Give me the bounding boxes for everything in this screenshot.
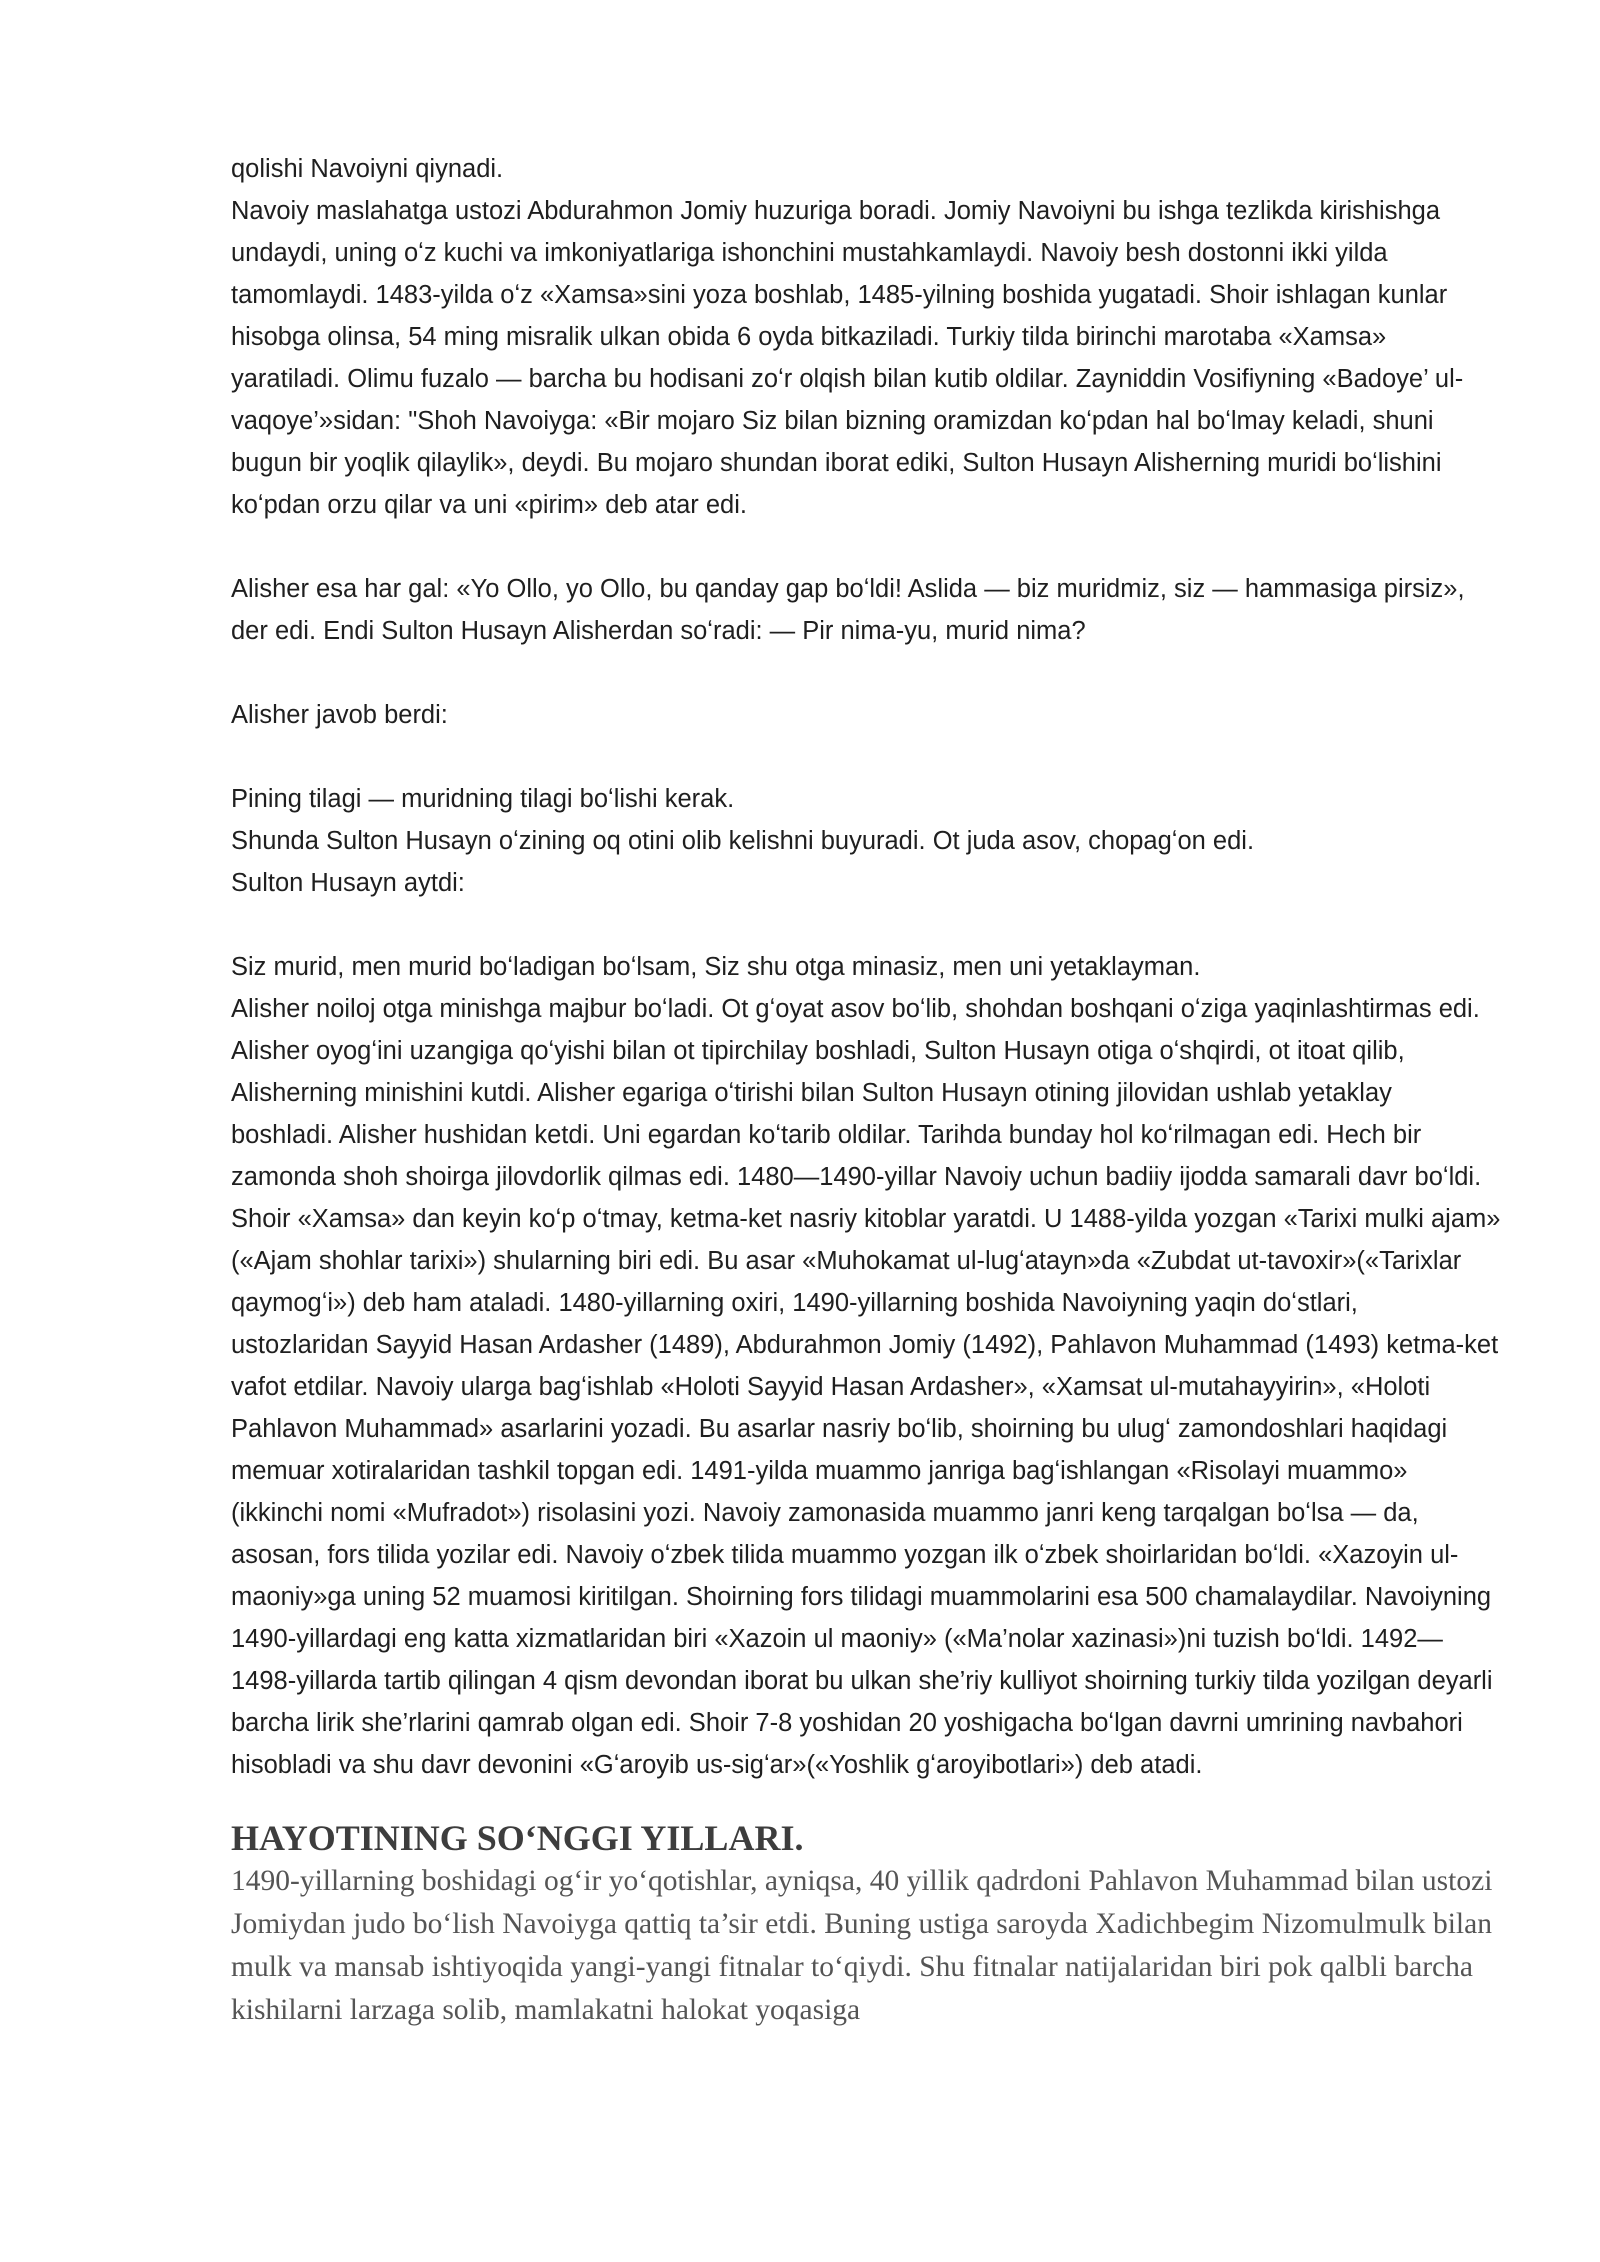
paragraph-7: Sulton Husayn aytdi: [231, 869, 465, 897]
paragraph-9: Alisher noiloj otga minishga majbur boʻladi. Ot gʻoyat asov boʻlib, shohdan boshqani oʻziga yaqinlashtirmas edi. Alisher oyogʻini uzangiga qoʻyishi bilan ot tipirchilay boshladi, Sulton Husayn otiga oʻshqirdi, ot itoat qilib, Alisherning minishini kutdi. Alisher egariga oʻtirishi bilan Sulton Husayn otining jilovidan ushlab yetaklay boshladi. Alisher hushidan ketdi. Uni egardan koʻtarib oldilar. Tarihda bunday hol koʻrilmagan edi. Hech bir zamonda shoh shoirga jilovdorlik qilmas edi. 1480—1490-yillar Navoiy uchun badiiy ijodda samarali davr boʻldi. Shoir «Xamsa» dan keyin koʻp oʻtmay, ketma-ket nasriy kitoblar yaratdi. U 1488-yilda yozgan «Tarixi mulki ajam» («Ajam shohlar tarixi») shularning biri edi. Bu asar «Muhokamat ul-lugʻatayn»da «Zubdat ut-tavoxir»(«Tarixlar qaymogʻi») deb ham ataladi. 1480-yillarning oxiri, 1490-yillarning boshida Navoiyning yaqin doʻstlari, ustozlaridan Sayyid Hasan Ardasher (1489), Abdurahmon Jomiy (1492), Pahlavon Muhammad (1493) ketma-ket vafot etdilar. Navoiy ularga bagʻishlab «Holoti Sayyid Hasan Ardasher», «Xamsat ul-mutahayyirin», «Holoti Pahlavon Muhammad» asarlarini yozadi. Bu asarlar nasriy boʻlib, shoirning bu ulugʻ zamondoshlari haqidagi memuar xotiralaridan tashkil topgan edi. 1491-yilda muammo janriga bagʻishlangan «Risolayi muammo» (ikkinchi nomi «Mufradot») risolasini yozi. Navoiy zamonasida muammo janri keng tarqalgan boʻlsa — da, asosan, fors tilida yozilar edi. Navoiy oʻzbek tilida muammo yozgan ilk oʻzbek shoirlaridan boʻldi. «Xazoyin ul-maoniy»ga uning 52 muamosi kiritilgan. Shoirning fors tilidagi muammolarini esa 500 chamalaydilar. Navoiyning 1490-yillardagi eng katta xizmatlaridan biri «Xazoin ul maoniy» («Ma’nolar xazinasi»)ni tuzish boʻldi. 1492—1498-yillarda tartib qilingan 4 qism devondan iborat bu ulkan she’riy kulliyot shoirning turkiy tilda yozilgan deyarli barcha lirik she’rlarini qamrab olgan edi. Shoir 7-8 yoshidan 20 yoshigacha boʻlgan davrni umrining navbahori hisobladi va shu davr devonini «Gʻaroyib us-sigʻar»(«Yoshlik gʻaroyibotlari») deb atadi. [231, 995, 1501, 1779]
section-heading: HAYOTINING SOʻNGGI YILLARI. [231, 1818, 804, 1858]
blank-line [231, 652, 1501, 694]
section-paragraph: 1490-yillarning boshidagi ogʻir yoʻqotishlar, ayniqsa, 40 yillik qadrdoni Pahlavon Muhammad bilan ustozi Jomiydan judo boʻlish Navoiyga qattiq ta’sir etdi. Buning ustiga saroyda Xadichbegim Nizomulmulk bilan mulk va mansab ishtiyoqida yangi-yangi fitnalar toʻqiydi. Shu fitnalar natijalaridan biri pok qalbli barcha kishilarni larzaga solib, mamlakatni halokat yoqasiga [231, 1865, 1493, 2026]
blank-line [231, 526, 1501, 568]
document-page [231, 148, 1501, 2032]
paragraph-8: Siz murid, men murid boʻladigan boʻlsam, Siz shu otga minasiz, men uni yetaklayman. [231, 953, 1201, 981]
blank-line [231, 904, 1501, 946]
paragraph-6: Shunda Sulton Husayn oʻzining oq otini olib kelishni buyuradi. Ot juda asov, chopagʻon edi. [231, 827, 1255, 855]
paragraph-5: Pining tilagi — muridning tilagi boʻlishi kerak. [231, 785, 735, 813]
blank-line [231, 736, 1501, 778]
paragraph-3: Alisher esa har gal: «Yo Ollo, yo Ollo, bu qanday gap boʻldi! Aslida — biz muridmiz, siz — hammasiga pirsiz», der edi. Endi Sulton Husayn Alisherdan soʻradi: — Pir nima-yu, murid nima? [231, 575, 1465, 645]
paragraph-2: Navoiy maslahatga ustozi Abdurahmon Jomiy huzuriga boradi. Jomiy Navoiyni bu ishga tezlikda kirishishga undaydi, uning oʻz kuchi va imkoniyatlariga ishonchini mustahkamlaydi. Navoiy besh dostonni ikki yilda tamomlaydi. 1483-yilda oʻz «Xamsa»sini yoza boshlab, 1485-yilning boshida yugatadi. Shoir ishlagan kunlar hisobga olinsa, 54 ming misralik ulkan obida 6 oyda bitkaziladi. Turkiy tilda birinchi marotaba «Xamsa» yaratiladi. Olimu fuzalo — barcha bu hodisani zoʻr olqish bilan kutib oldilar. Zayniddin Vosifiyning «Badoye’ ul-vaqoye’»sidan: "Shoh Navoiyga: «Bir mojaro Siz bilan bizning oramizdan koʻpdan hal boʻlmay keladi, shuni bugun bir yoqlik qilaylik», deydi. Bu mojaro shundan iborat ediki, Sulton Husayn Alisherning muridi boʻlishini koʻpdan orzu qilar va uni «pirim» deb atar edi. [231, 197, 1464, 519]
paragraph-1: qolishi Navoiyni qiynadi. [231, 155, 504, 183]
paragraph-4: Alisher javob berdi: [231, 701, 448, 729]
